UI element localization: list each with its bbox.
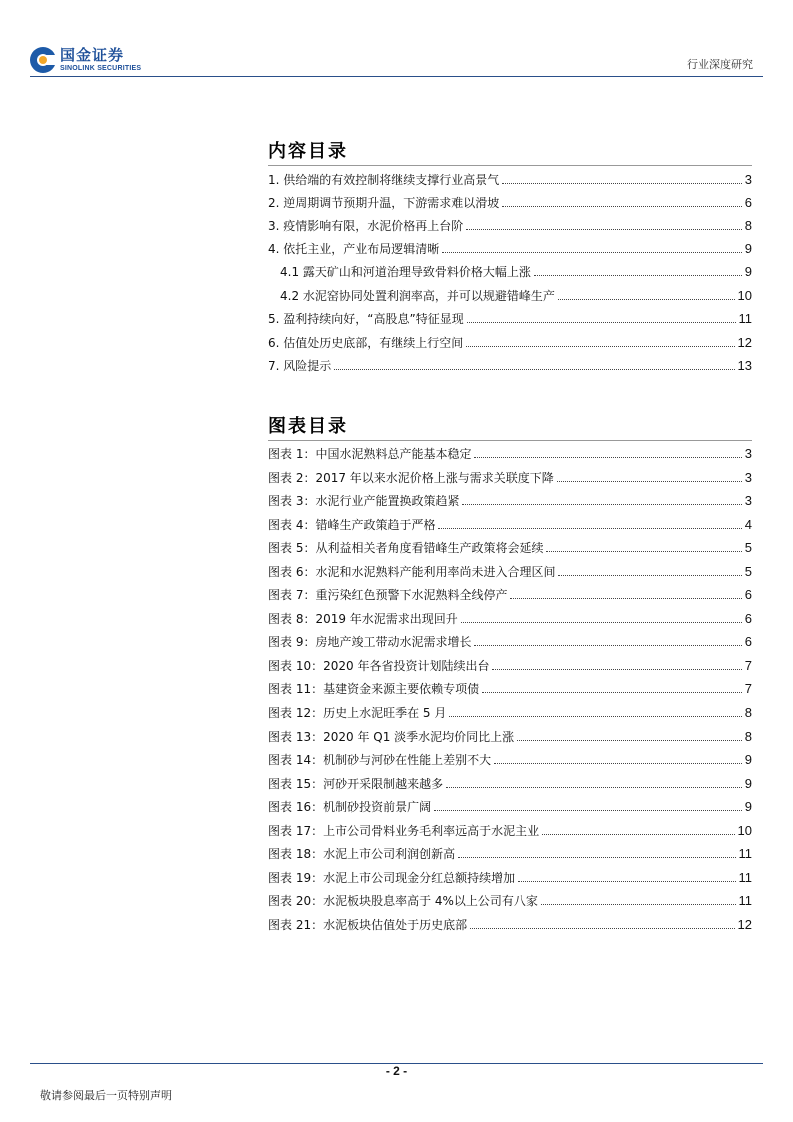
figure-entry-text: 图表 18：水泥上市公司利润创新高 xyxy=(268,847,456,861)
toc-entry[interactable] xyxy=(268,216,752,234)
dot-leader xyxy=(462,504,741,505)
dot-leader xyxy=(474,457,741,458)
figure-entry-text: 图表 19：水泥上市公司现金分红总额持续增加 xyxy=(268,871,516,885)
dot-leader xyxy=(541,904,736,905)
toc-entry-text: 7. 风险提示 xyxy=(268,359,332,373)
figure-entry-page: 11 xyxy=(738,846,752,861)
figure-entry-text: 图表 13：2020 年 Q1 淡季水泥均价同比上涨 xyxy=(268,730,515,744)
figure-entry-page: 9 xyxy=(744,752,752,767)
toc-entry-text: 2. 逆周期调节预期升温，下游需求难以滑坡 xyxy=(268,196,500,210)
page-header xyxy=(30,40,763,76)
toc-subentry[interactable] xyxy=(280,262,752,280)
figure-entry[interactable] xyxy=(268,868,752,886)
figure-entry-text: 图表 3：水泥行业产能置换政策趋紧 xyxy=(268,494,460,508)
figure-entry-page: 7 xyxy=(744,681,752,696)
figure-entry-text: 图表 17：上市公司骨料业务毛利率远高于水泥主业 xyxy=(268,824,540,838)
dot-leader xyxy=(474,645,741,646)
dot-leader xyxy=(458,857,735,858)
toc-entry[interactable] xyxy=(268,239,752,257)
dot-leader xyxy=(442,252,742,253)
figure-entry[interactable] xyxy=(268,797,752,815)
figure-entry[interactable] xyxy=(268,750,752,768)
figure-entry-text: 图表 12：历史上水泥旺季在 5 月 xyxy=(268,706,447,720)
dot-leader xyxy=(557,481,742,482)
dot-leader xyxy=(546,551,741,552)
figure-entry[interactable] xyxy=(268,609,752,627)
dot-leader xyxy=(518,881,735,882)
figure-entry-page: 9 xyxy=(744,799,752,814)
dot-leader xyxy=(558,299,735,300)
figure-entry-page: 3 xyxy=(744,493,752,508)
figure-entry[interactable] xyxy=(268,632,752,650)
sinolink-logo-icon xyxy=(30,47,56,73)
figure-entry-page: 5 xyxy=(744,564,752,579)
figure-entry-text: 图表 5：从利益相关者角度看错峰生产政策将会延续 xyxy=(268,541,544,555)
figure-entry-page: 11 xyxy=(738,870,752,885)
figure-entry-text: 图表 6：水泥和水泥熟料产能利用率尚未进入合理区间 xyxy=(268,565,556,579)
figure-entry[interactable] xyxy=(268,703,752,721)
toc-entry-text: 4.1 露天矿山和河道治理导致骨料价格大幅上涨 xyxy=(280,265,531,279)
toc-entry[interactable] xyxy=(268,170,752,188)
figure-entry-page: 10 xyxy=(737,823,752,838)
dot-leader xyxy=(482,692,742,693)
figure-entry[interactable] xyxy=(268,515,752,533)
figure-entry-text: 图表 7：重污染红色预警下水泥熟料全线停产 xyxy=(268,588,508,602)
figure-entry-page: 9 xyxy=(744,776,752,791)
figure-entry-text: 图表 1：中国水泥熟料总产能基本稳定 xyxy=(268,447,472,461)
figure-entry[interactable] xyxy=(268,821,752,839)
toc-entry-text: 3. 疫情影响有限，水泥价格再上台阶 xyxy=(268,219,464,233)
toc-entry-text: 1. 供给端的有效控制将继续支撑行业高景气 xyxy=(268,173,500,187)
toc-entry[interactable] xyxy=(268,309,752,327)
figure-entry[interactable] xyxy=(268,891,752,909)
figure-entry-text: 图表 11：基建资金来源主要依赖专项债 xyxy=(268,682,480,696)
figure-entry-text: 图表 14：机制砂与河砂在性能上差别不大 xyxy=(268,753,492,767)
figure-entry[interactable] xyxy=(268,844,752,862)
figure-entry-text: 图表 2：2017 年以来水泥价格上涨与需求关联度下降 xyxy=(268,471,554,485)
figure-entry-page: 6 xyxy=(744,587,752,602)
dot-leader xyxy=(466,229,742,230)
figure-entry-text: 图表 20：水泥板块股息率高于 4%以上公司有八家 xyxy=(268,894,538,908)
dot-leader xyxy=(494,763,742,764)
figure-entry-page: 8 xyxy=(744,729,752,744)
figures-title: 图表目录 xyxy=(268,416,348,437)
logo-name-cn: 国金证券 xyxy=(60,46,125,64)
figure-entry[interactable] xyxy=(268,562,752,580)
figure-entry-page: 8 xyxy=(744,705,752,720)
dot-leader xyxy=(558,575,741,576)
figure-entry[interactable] xyxy=(268,656,752,674)
logo-text xyxy=(60,47,141,73)
figure-entry-page: 6 xyxy=(744,634,752,649)
figure-entry[interactable] xyxy=(268,727,752,745)
figure-entry-text: 图表 4：错峰生产政策趋于严格 xyxy=(268,518,436,532)
disclaimer-note: 敬请参阅最后一页特别声明 xyxy=(40,1089,172,1102)
figure-entry-text: 图表 8：2019 年水泥需求出现回升 xyxy=(268,612,458,626)
header-divider xyxy=(30,76,763,77)
figure-entry[interactable] xyxy=(268,468,752,486)
dot-leader xyxy=(502,183,742,184)
figure-entry[interactable] xyxy=(268,538,752,556)
toc-entry-text: 4. 依托主业，产业布局逻辑清晰 xyxy=(268,242,440,256)
dot-leader xyxy=(449,716,741,717)
dot-leader xyxy=(434,810,742,811)
figure-entry[interactable] xyxy=(268,774,752,792)
company-logo xyxy=(30,45,141,75)
toc-entry[interactable] xyxy=(268,333,752,351)
figure-entry-text: 图表 16：机制砂投资前景广阔 xyxy=(268,800,432,814)
logo-name-en: SINOLINK SECURITIES xyxy=(60,65,142,72)
toc-entry-page: 12 xyxy=(737,335,752,350)
toc-subentry[interactable] xyxy=(280,286,752,304)
figure-entry-page: 7 xyxy=(744,658,752,673)
figure-entry[interactable] xyxy=(268,915,752,933)
toc-entry-page: 11 xyxy=(738,311,752,326)
dot-leader xyxy=(438,528,741,529)
figure-entry-page: 4 xyxy=(744,517,752,532)
toc-entry-page: 10 xyxy=(737,288,752,303)
dot-leader xyxy=(446,787,742,788)
dot-leader xyxy=(461,622,742,623)
dot-leader xyxy=(517,740,742,741)
figure-entry-page: 6 xyxy=(744,611,752,626)
figure-entry[interactable] xyxy=(268,444,752,462)
toc-entry-page: 9 xyxy=(744,241,752,256)
figure-entry-page: 3 xyxy=(744,470,752,485)
figures-title-divider xyxy=(268,440,752,441)
figure-entry[interactable] xyxy=(268,491,752,509)
dot-leader xyxy=(542,834,734,835)
figure-entry-text: 图表 9：房地产竣工带动水泥需求增长 xyxy=(268,635,472,649)
page-number: - 2 - xyxy=(385,1064,408,1078)
figure-entry[interactable] xyxy=(268,679,752,697)
report-type-label: 行业深度研究 xyxy=(687,58,753,71)
figure-entry-text: 图表 10：2020 年各省投资计划陆续出台 xyxy=(268,659,490,673)
figure-entry-page: 5 xyxy=(744,540,752,555)
toc-entry-text: 4.2 水泥窑协同处置利润率高，并可以规避错峰生产 xyxy=(280,289,555,303)
toc-entry-page: 8 xyxy=(744,218,752,233)
toc-entry-page: 3 xyxy=(744,172,752,187)
toc-entry[interactable] xyxy=(268,356,752,374)
figure-entry-page: 3 xyxy=(744,446,752,461)
toc-entry[interactable] xyxy=(268,193,752,211)
figure-entry-text: 图表 15：河砂开采限制越来越多 xyxy=(268,777,444,791)
toc-entry-text: 6. 估值处历史底部，有继续上行空间 xyxy=(268,336,464,350)
dot-leader xyxy=(510,598,741,599)
dot-leader xyxy=(534,275,742,276)
toc-entry-page: 6 xyxy=(744,195,752,210)
contents-title-divider xyxy=(268,165,752,166)
contents-title: 内容目录 xyxy=(268,141,348,162)
figure-entry-page: 12 xyxy=(737,917,752,932)
dot-leader xyxy=(467,322,736,323)
figure-entry-text: 图表 21：水泥板块估值处于历史底部 xyxy=(268,918,468,932)
figure-entry-page: 11 xyxy=(738,893,752,908)
dot-leader xyxy=(334,369,734,370)
toc-entry-page: 9 xyxy=(744,264,752,279)
dot-leader xyxy=(492,669,741,670)
toc-entry-page: 13 xyxy=(737,358,752,373)
dot-leader xyxy=(466,346,734,347)
dot-leader xyxy=(502,206,742,207)
figure-entry[interactable] xyxy=(268,585,752,603)
dot-leader xyxy=(470,928,734,929)
toc-entry-text: 5. 盈利持续向好，“高股息”特征显现 xyxy=(268,312,464,326)
